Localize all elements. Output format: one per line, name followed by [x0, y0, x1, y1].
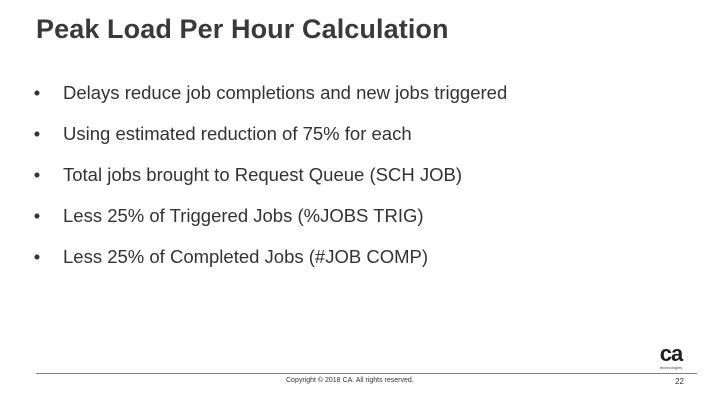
bullet-text: Less 25% of Triggered Jobs (%JOBS TRIG) [63, 205, 424, 226]
logo-subtext: technologies [659, 365, 683, 370]
bullet-marker: • [33, 123, 41, 144]
logo-mark: ca [659, 341, 683, 366]
bullet-marker: • [33, 205, 41, 226]
bullet-marker: • [33, 246, 41, 267]
footer-divider [36, 373, 697, 374]
slide-title: Peak Load Per Hour Calculation [36, 14, 449, 44]
bullet-marker: • [33, 82, 41, 103]
bullet-text: Less 25% of Completed Jobs (#JOB COMP) [63, 246, 429, 267]
bullet-text: Delays reduce job completions and new jobs triggered [63, 82, 508, 103]
copyright-notice: Copyright © 2018 CA. All rights reserved. [286, 377, 414, 384]
page-number: 22 [675, 377, 684, 386]
ca-logo [653, 343, 689, 371]
bullet-text: Using estimated reduction of 75% for each [63, 123, 412, 144]
bullet-marker: • [33, 164, 41, 185]
bullet-text: Total jobs brought to Request Queue (SCH JOB) [63, 164, 462, 185]
